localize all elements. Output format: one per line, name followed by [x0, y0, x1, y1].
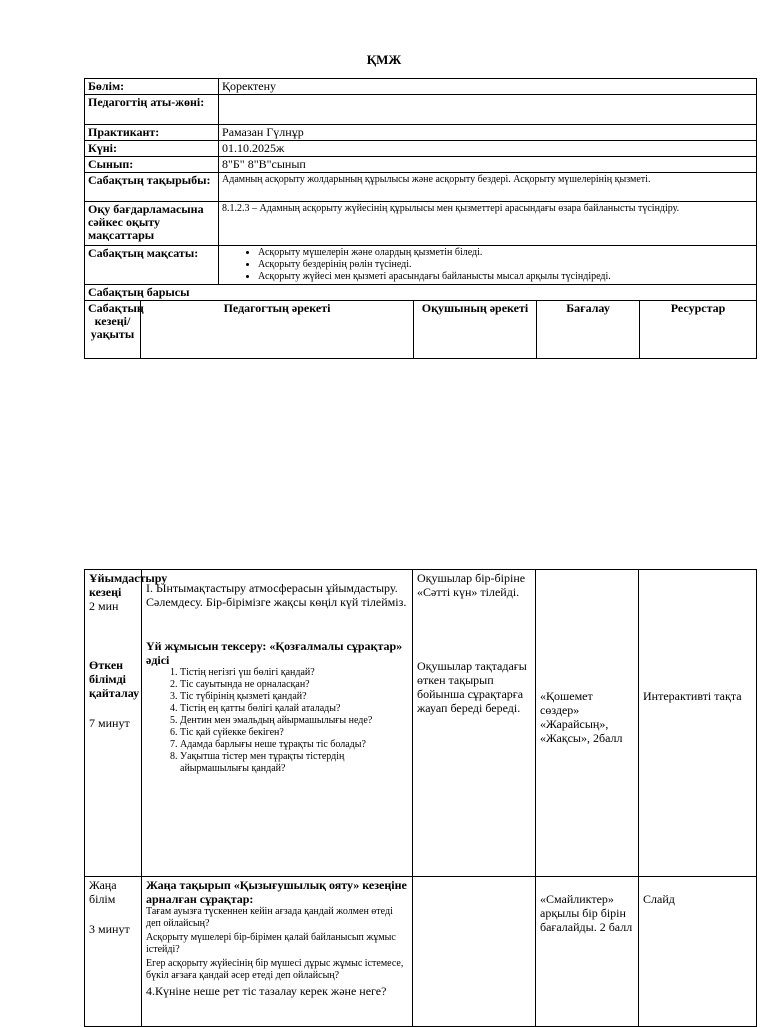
- goal-label: Сабақтың мақсаты:: [85, 246, 219, 285]
- goals-cell: [219, 246, 757, 285]
- goals-list: [222, 247, 753, 283]
- class-label: Сынып:: [85, 157, 219, 173]
- resources-text: Слайд: [643, 892, 675, 906]
- resources-cell: [639, 877, 757, 1027]
- page-title: ҚМЖ: [366, 52, 402, 67]
- lesson-plan-table: [84, 569, 757, 1027]
- question-bullet: Асқорыту мүшелері бір-бірімен қалай байланысып жұмыс істейді?: [146, 932, 396, 955]
- homework-questions: [146, 667, 408, 775]
- teacher-action-header: Педагогтың әрекеті: [141, 301, 414, 359]
- question-bullet: Егер асқорыту жүйесінің бір мүшесі дұрыс жұмыс істемесе, бүкіл ағзаға қандай әсер етеді деп ойлайсың?: [146, 958, 404, 981]
- assessment-text: «Қошемет сөздер» «Жарайсың», «Жақсы», 2балл: [540, 689, 623, 745]
- teacher-label: Педагогтің аты-жөні:: [85, 95, 219, 125]
- date-label: Күні:: [85, 141, 219, 157]
- objectives-label: Оқу бағдарламасына сәйкес оқыту мақсаттары: [85, 202, 219, 246]
- assessment-cell: [536, 877, 639, 1027]
- homework-title: Үй жұмысын тексеру: «Қозғалмалы сұрақтар» әдісі: [146, 639, 403, 667]
- teacher-action-cell: [142, 877, 413, 1027]
- topic-label: Сабақтың тақырыбы:: [85, 173, 219, 202]
- stage-review-time: 7 минут: [89, 716, 130, 730]
- stage-review: Өткен білімді қайталау: [89, 658, 140, 700]
- question-item: 2. Тіс сауытында не орналасқан?: [180, 679, 408, 691]
- question-bullet: Тағам ауызға түскеннен кейін ағзада қандай жолмен өтеді деп ойлайсың?: [146, 906, 393, 929]
- stage-header: Сабақтың кезеңі/уақыты: [85, 301, 141, 359]
- trainee-label: Практикант:: [85, 125, 219, 141]
- objectives-value: 8.1.2.3 – Адамның асқорыту жүйесінің құрылысы мен қызметтері арасындағы өзара байланысты түсіндіру.: [219, 202, 757, 246]
- student-action-cell: [413, 877, 536, 1027]
- stage-new-knowledge: Жаңа білім: [89, 878, 117, 906]
- teacher-action-cell: [142, 570, 413, 877]
- question-item: 8. Уақытша тістер мен тұрақты тістердің айырмашылығы қандай?: [180, 751, 408, 775]
- question-item: 1. Тістің негізгі үш бөлігі қандай?: [180, 667, 408, 679]
- student-action-cell: [413, 570, 536, 877]
- date-value: 01.10.2025ж: [219, 141, 757, 157]
- teacher-value: [219, 95, 757, 125]
- assessment-cell: [536, 570, 639, 877]
- question-item: 4. Тістің ең қатты бөлігі қалай аталады?: [180, 703, 408, 715]
- assessment-header: Бағалау: [537, 301, 640, 359]
- section-label: Бөлім:: [85, 79, 219, 95]
- question-item: 7. Адамда барлығы неше тұрақты тіс болады?: [180, 739, 408, 751]
- assessment-text: «Смайликтер» арқылы бір бірін бағалайды. 2 балл: [540, 892, 633, 934]
- lesson-info-table: [84, 78, 757, 359]
- topic-value: Адамның асқорыту жолдарының құрылысы және асқорыту бездері. Асқорыту мүшелерінің қызметі.: [219, 173, 757, 202]
- student-answer: Оқушылар тақтадағы өткен тақырып бойынша сұрақтарға жауап береді береді.: [417, 659, 527, 715]
- stage-cell: [85, 877, 142, 1027]
- stage-cell: [85, 570, 168, 877]
- class-value: 8"Б" 8"В"сынып: [219, 157, 757, 173]
- stage-organization: Ұйымдастыру кезеңі: [89, 571, 168, 599]
- question-4: 4.Күніне неше рет тіс тазалау керек және неге?: [146, 984, 387, 998]
- intro-text: І. Ынтымақтастыру атмосферасын ұйымдастыру. Сәлемдесу. Бір-бірімізге жақсы көңіл күй тілейміз.: [146, 581, 407, 609]
- goal-item: • Асқорыту бездерінің рөлін түсінеді.: [258, 259, 753, 271]
- resources-header: Ресурстар: [640, 301, 757, 359]
- question-item: 6. Тіс қай сүйекке бекіген?: [180, 727, 408, 739]
- resources-cell: [639, 570, 757, 877]
- question-item: 5. Дентин мен эмальдың айырмашылығы неде?: [180, 715, 408, 727]
- section-value: Қоректену: [219, 79, 757, 95]
- goal-item: • Асқорыту мүшелерін және олардың қызметін біледі.: [258, 247, 753, 259]
- stage-organization-time: 2 мин: [89, 599, 119, 613]
- new-topic-title: Жаңа тақырып «Қызығушылық ояту» кезеңіне арналған сұрақтар:: [146, 878, 407, 906]
- trainee-value: Рамазан Гүлнұр: [219, 125, 757, 141]
- goal-item: • Асқорыту жүйесі мен қызметі арасындағы байланысты мысал арқылы түсіндіреді.: [258, 271, 753, 283]
- stage-new-knowledge-time: 3 минут: [89, 922, 130, 936]
- student-action-header: Оқушының әрекеті: [414, 301, 537, 359]
- resources-text: Интерактивті тақта: [643, 689, 742, 703]
- progress-label: Сабақтың барысы: [85, 285, 757, 301]
- question-item: 3. Тіс түбірінің қызметі қандай?: [180, 691, 408, 703]
- student-greeting: Оқушылар бір-біріне «Сәтті күн» тілейді.: [417, 571, 526, 599]
